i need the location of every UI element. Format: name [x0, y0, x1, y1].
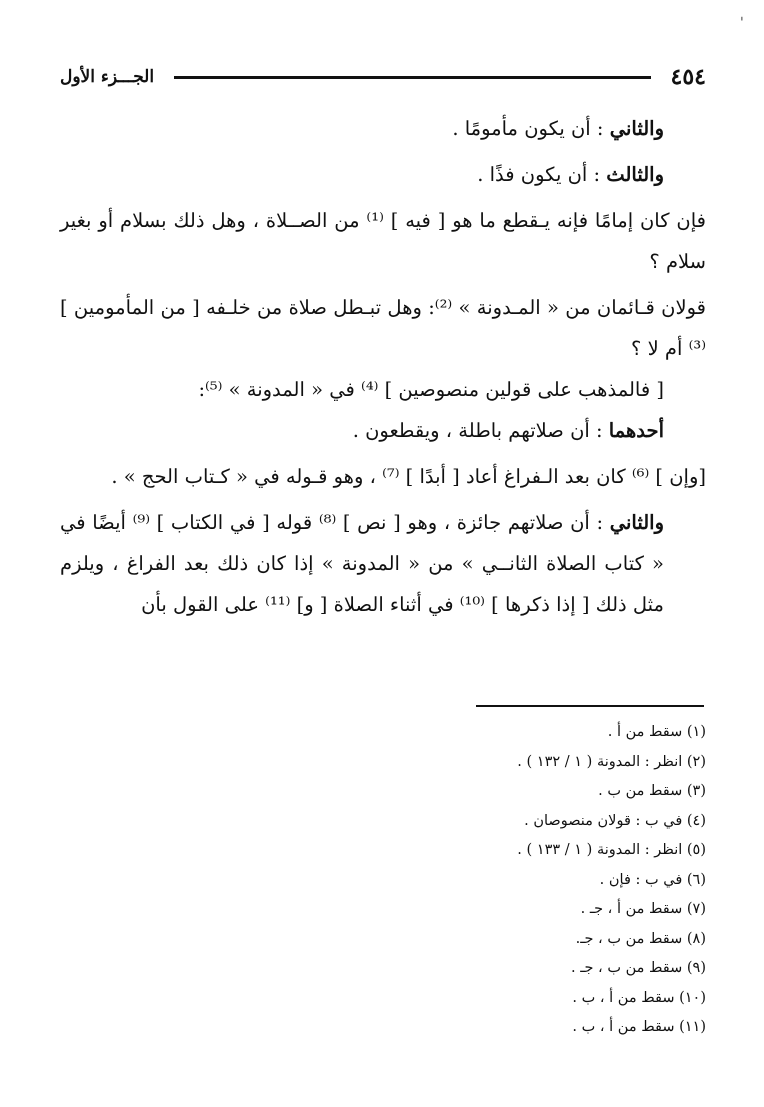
paragraph	[60, 154, 706, 195]
paragraph-label: أحدهما	[608, 419, 664, 442]
footnote-rule	[476, 705, 704, 707]
running-title: الجـــزء الأول	[60, 67, 155, 87]
footnote: (١) سقط من أ .	[607, 724, 706, 740]
header-rule	[174, 76, 650, 79]
footnote: (٨) سقط من ب ، جـ.	[575, 930, 706, 947]
footnote: (٧) سقط من أ ، جـ .	[580, 901, 706, 917]
paragraph: [ فالمذهب على قولين منصوصين ] ⁽⁴⁾ في « المدونة » ⁽⁵⁾:	[198, 378, 664, 401]
paragraph: فإن كان إمامًا فإنه يـقطع ما هو [ فيه ] ⁽¹⁾ من الصــلاة ، وهل ذلك بسلام أو بغير سلام ؟	[60, 209, 706, 273]
footnotes	[300, 718, 706, 1043]
paragraph-text: : أن صلاتهم جائزة ، وهو [ نص ] ⁽⁸⁾ قوله [ في الكتاب ] ⁽⁹⁾ أيضًا في « كتاب الصلاة الثانــي » من « المدونة » إذا كان ذلك بعد الفراغ ، ويلزم مثل ذلك [ إذا ذكرها ] ⁽¹⁰⁾ في أثناء الصلاة [ و] ⁽¹¹⁾ على القول بأن	[60, 511, 664, 616]
footnote: (٢) انظر : المدونة ( ١ / ١٣٢ ) .	[517, 753, 706, 770]
paragraph-text: : أن يكون فذًا .	[477, 163, 601, 186]
paragraph	[60, 410, 706, 451]
paragraph-text: : أن صلاتهم باطلة ، ويقطعون .	[352, 419, 603, 442]
page-number: ٤٥٤	[670, 64, 706, 90]
footnote: (٣) سقط من ب .	[598, 783, 706, 799]
footnote: (٤) في ب : قولان منصوصان .	[524, 812, 706, 829]
paragraph: قولان قـائمان من « المـدونة » ⁽²⁾: وهل تبـطل صلاة من خلـفه [ من المأمومين ] ⁽³⁾ أم لا ؟	[60, 296, 706, 360]
corner-mark: ˈ	[739, 14, 744, 33]
page-header	[60, 62, 706, 92]
paragraph: [وإن ] ⁽⁶⁾ كان بعد الـفراغ أعاد [ أبدًا ] ⁽⁷⁾ ، وهو قـوله في « كـتاب الحج » .	[111, 465, 706, 488]
paragraph-text: : أن يكون مأمومًا .	[452, 117, 604, 140]
footnote: (١٠) سقط من أ ، ب .	[572, 989, 706, 1006]
main-text	[60, 108, 706, 625]
footnote: (١١) سقط من أ ، ب .	[572, 1019, 706, 1035]
paragraph	[60, 108, 706, 149]
footnote: (٥) انظر : المدونة ( ١ / ١٣٣ ) .	[517, 842, 706, 858]
footnote: (٩) سقط من ب ، جـ .	[571, 960, 706, 976]
footnote: (٦) في ب : فإن .	[599, 871, 706, 888]
paragraph-label: والثالث	[606, 163, 664, 186]
paragraph-label: والثاني	[609, 511, 664, 534]
paragraph-label: والثاني	[609, 117, 664, 140]
paragraph	[60, 502, 706, 625]
